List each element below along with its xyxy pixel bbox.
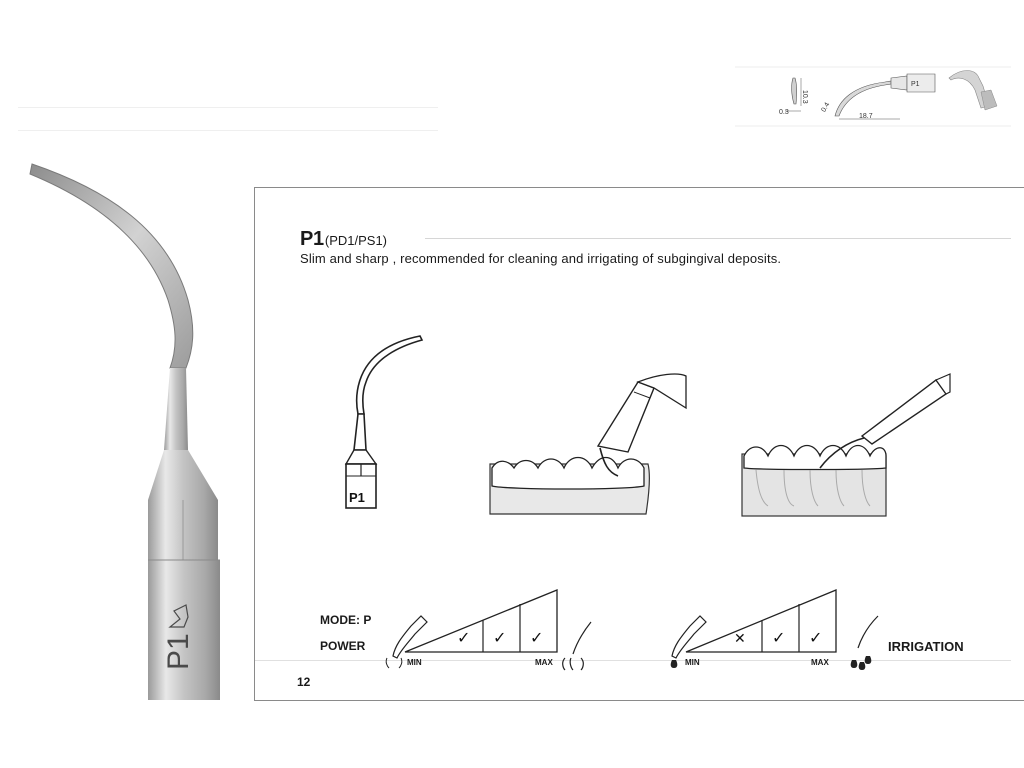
model-name: P1 — [300, 228, 324, 250]
irrigation-min-label: MIN — [685, 658, 700, 667]
power-mark-3: ✓ — [530, 628, 544, 647]
tip-mark: P1 — [911, 81, 920, 88]
power-max-label: MAX — [535, 658, 553, 667]
decorative-rule — [18, 107, 438, 108]
handpiece-max-icon — [858, 616, 878, 648]
power-min-label: MIN — [407, 658, 422, 667]
product-title — [300, 228, 1010, 252]
teeth-illustration-section — [740, 372, 952, 520]
dimension-drawing — [735, 64, 1011, 128]
power-mark-2: ✓ — [493, 628, 507, 647]
irrigation-mark-1: ✕ — [734, 631, 746, 647]
power-mark-1: ✓ — [457, 628, 471, 647]
product-description: Slim and sharp , recommended for cleaning and irrigating of subgingival deposits. — [300, 251, 782, 266]
irrigation-mark-2: ✓ — [772, 628, 786, 647]
power-label: POWER — [320, 639, 366, 653]
irrigation-mark-3: ✓ — [809, 628, 823, 647]
dimension-label: 18.7 — [859, 113, 873, 120]
decorative-rule — [18, 130, 438, 131]
mode-label: MODE: P — [320, 613, 372, 627]
teeth-illustration-front — [488, 368, 688, 518]
page-number: 12 — [297, 675, 311, 689]
tip-line-drawing — [330, 330, 440, 520]
tip-engraving: P1 — [162, 633, 195, 670]
irrigation-label: IRRIGATION — [888, 639, 964, 654]
dimension-label: 0.4 — [820, 101, 832, 114]
handpiece-max-icon — [573, 622, 591, 654]
dimension-label: 10.3 — [801, 90, 808, 104]
tip-drawing-label: P1 — [349, 490, 365, 505]
water-drops-icon — [851, 656, 872, 670]
water-drop-icon — [671, 660, 678, 668]
scaler-tip-photo — [18, 150, 238, 710]
model-variants: (PD1/PS1) — [324, 233, 388, 248]
title-rule — [425, 238, 1011, 239]
footer-rule — [255, 660, 1011, 661]
irrigation-max-label: MAX — [811, 658, 829, 667]
dimension-label: 0.3 — [779, 109, 789, 116]
